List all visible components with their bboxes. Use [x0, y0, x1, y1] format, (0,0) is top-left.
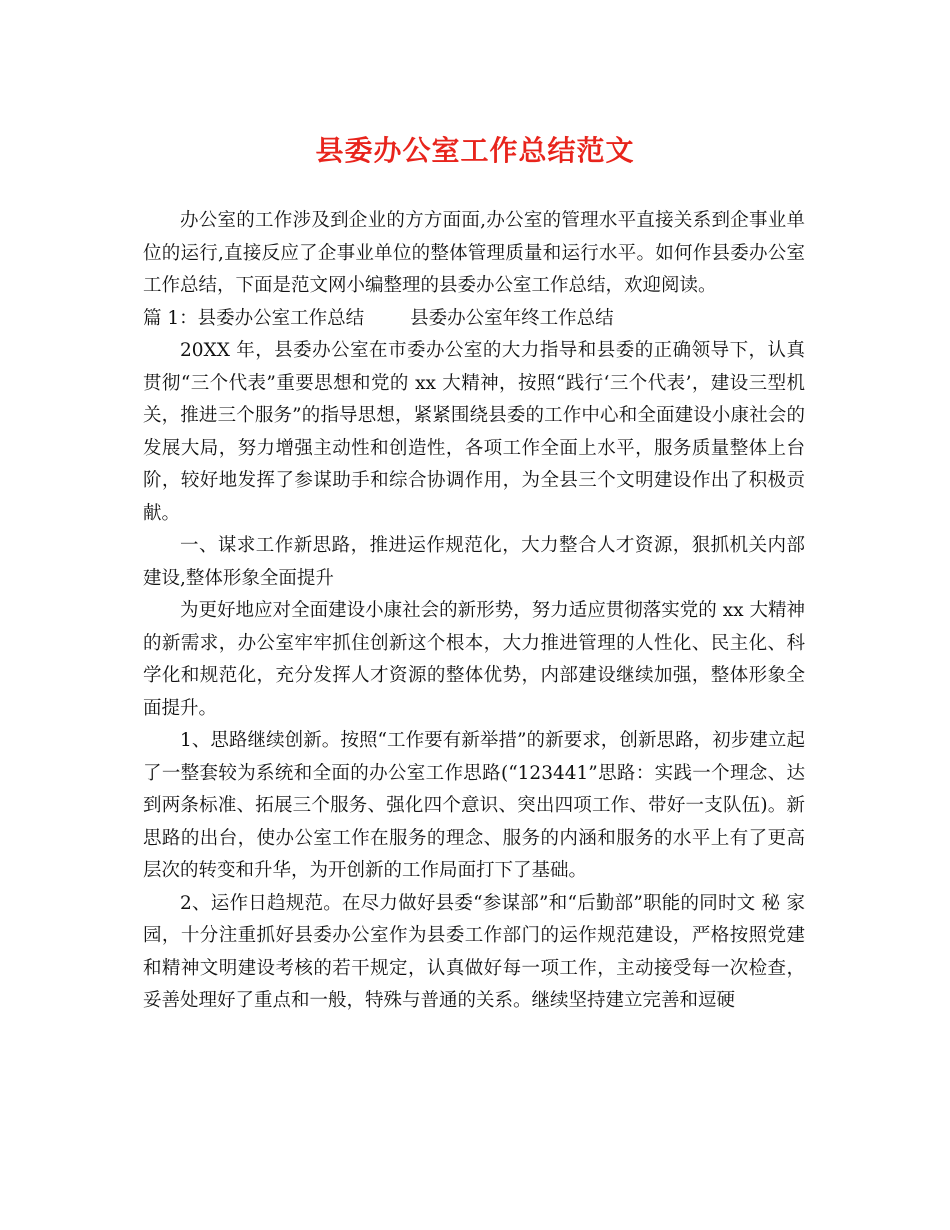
- section-heading-1: 一、谋求工作新思路，推进运作规范化，大力整合人才资源，狠抓机关内部建设,整体形象全面提升: [143, 535, 805, 589]
- article-subtitle: 县委办公室年终工作总结: [410, 307, 614, 329]
- document-body: [143, 205, 805, 1018]
- paragraph-point-1: 1、思路继续创新。按照“工作要有新举措”的新要求，创新思路，初步建立起了一整套较为系统和全面的办公室工作思路(“123441”思路：实践一个理念、达到两条标准、拓展三个服务、强化四个意识、突出四项工作、带好一支队伍)。新思路的出台，使办公室工作在服务的理念、服务的内涵和服务的水平上有了更高层次的转变和升华，为开创新的工作局面打下了基础。: [143, 730, 805, 881]
- document-title: 县委办公室工作总结范文: [315, 134, 635, 167]
- article-label: 篇 1：县委办公室工作总结: [143, 307, 365, 329]
- paragraph-overview: 20XX 年，县委办公室在市委办公室的大力指导和县委的正确领导下，认真贯彻“三个代表”重要思想和党的 xx 大精神，按照“践行‘三个代表’，建设三型机关，推进三个服务”的指导思想，紧紧围绕县委的工作中心和全面建设小康社会的发展大局，努力增强主动性和创造性，各项工作全面上水平，服务质量整体上台阶，较好地发挥了参谋助手和综合协调作用，为全县三个文明建设作出了积极贡献。: [143, 340, 805, 524]
- paragraph-section-intro: 为更好地应对全面建设小康社会的新形势，努力适应贯彻落实党的 xx 大精神的新需求，办公室牢牢抓住创新这个根本，大力推进管理的人性化、民主化、科学化和规范化，充分发挥人才资源的整体优势，内部建设继续加强，整体形象全面提升。: [143, 600, 805, 719]
- paragraph-point-2: 2、运作日趋规范。在尽力做好县委“参谋部”和“后勤部”职能的同时文 秘 家 园，十分注重抓好县委办公室作为县委工作部门的运作规范建设，严格按照党建和精神文明建设考核的若干规定，认真做好每一项工作，主动接受每一次检查，妥善处理好了重点和一般，特殊与普通的关系。继续坚持建立完善和逗硬: [143, 892, 805, 1011]
- intro-paragraph: 办公室的工作涉及到企业的方方面面,办公室的管理水平直接关系到企事业单位的运行,直接反应了企事业单位的整体管理质量和运行水平。如何作县委办公室工作总结，下面是范文网小编整理的县委办公室工作总结，欢迎阅读。: [143, 210, 805, 296]
- article-heading: [143, 303, 805, 336]
